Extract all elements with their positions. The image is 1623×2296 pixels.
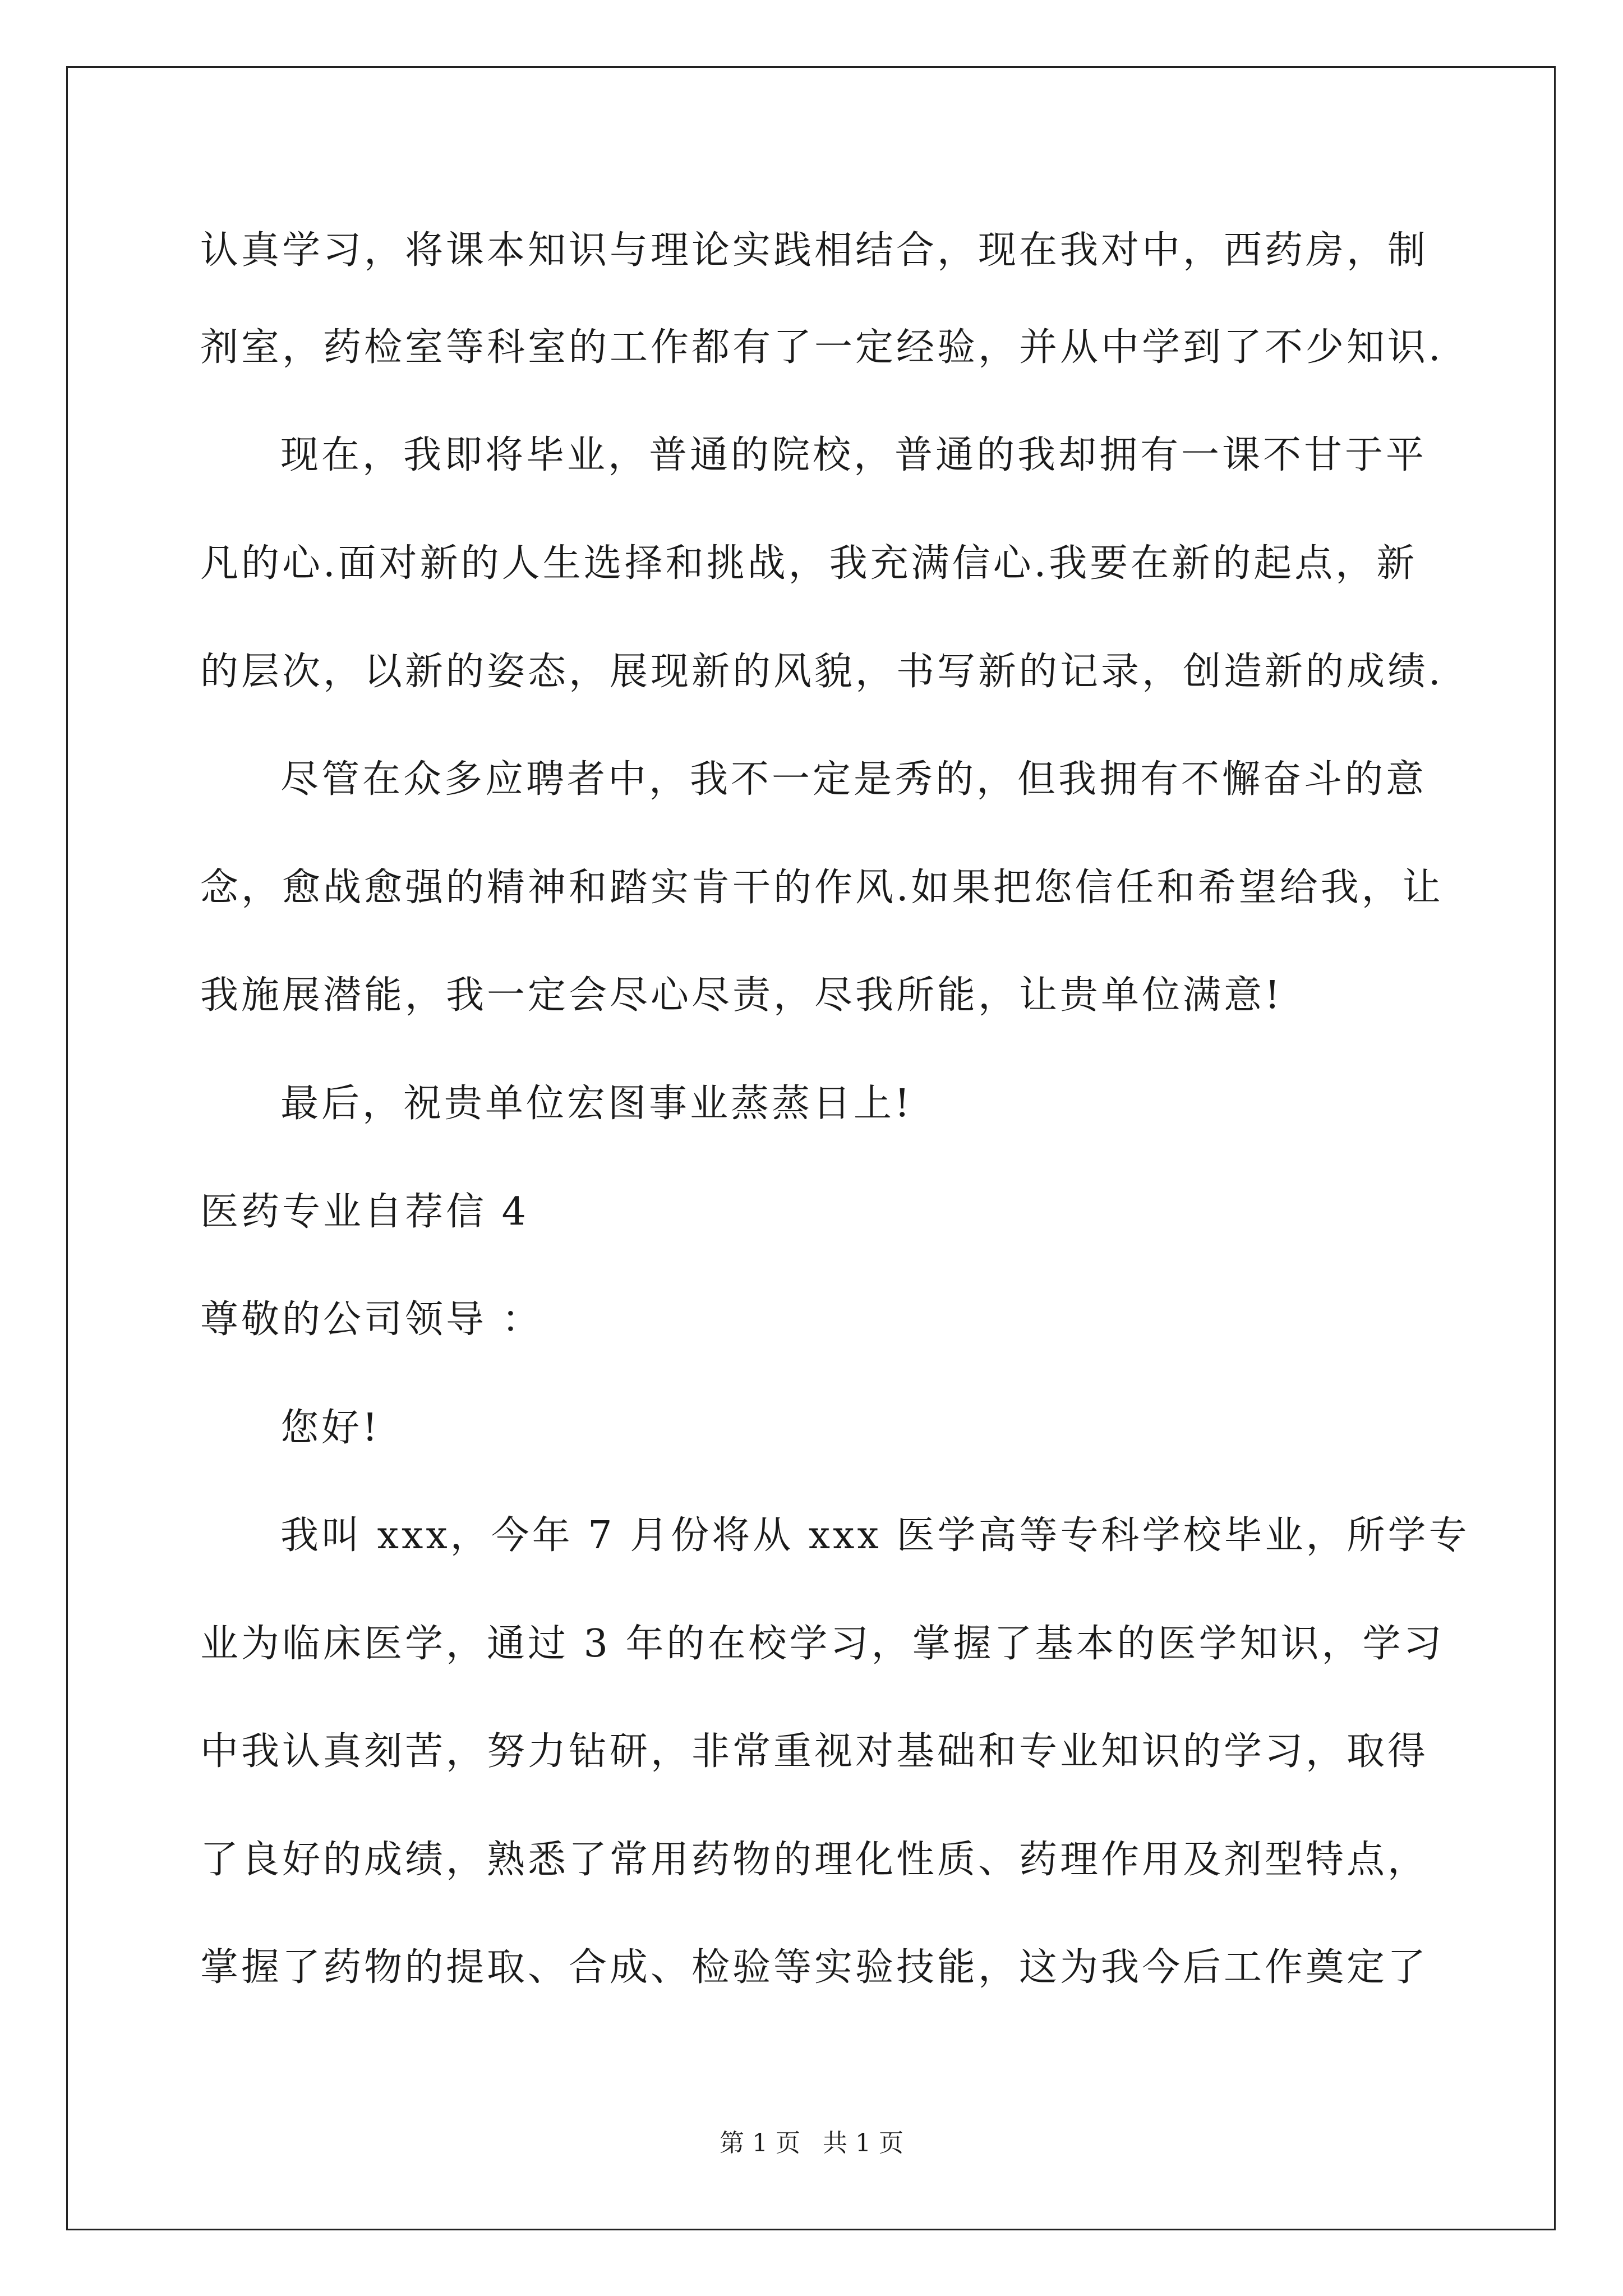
text-line: 剂室，药检室等科室的工作都有了一定经验，并从中学到了不少知识. <box>200 325 1444 370</box>
text-line: 的层次，以新的姿态，展现新的风貌，书写新的记录，创造新的成绩. <box>200 650 1444 694</box>
salutation: 尊敬的公司领导 ： <box>200 1297 543 1342</box>
text-line: 凡的心.面对新的人生选择和挑战，我充满信心.我要在新的起点，新 <box>200 541 1418 586</box>
section-title: 医药专业自荐信 4 <box>200 1190 529 1234</box>
paragraph-start-line: 我叫 xxx，今年 7 月份将从 xxx 医学高等专科学校毕业，所学专 <box>280 1513 1470 1558</box>
paragraph-start-line: 尽管在众多应聘者中，我不一定是秀的，但我拥有不懈奋斗的意 <box>280 757 1427 802</box>
text-line: 中我认真刻苦，努力钻研，非常重视对基础和专业知识的学习，取得 <box>200 1729 1429 1774</box>
greeting: 您好! <box>280 1406 381 1450</box>
page-footer <box>0 2129 1623 2158</box>
page-number: 第 1 页 <box>720 2129 800 2157</box>
text-line: 业为临床医学，通过 3 年的在校学习，掌握了基本的医学知识，学习 <box>200 1622 1445 1666</box>
text-line: 掌握了药物的提取、合成、检验等实验技能，这为我今后工作奠定了 <box>200 1945 1429 1990</box>
paragraph-start-line: 最后，祝贵单位宏图事业蒸蒸日上! <box>280 1082 913 1126</box>
text-line: 念，愈战愈强的精神和踏实肯干的作风.如果把您信任和希望给我，让 <box>200 866 1444 910</box>
text-line: 了良好的成绩，熟悉了常用药物的理化性质、药理作用及剂型特点， <box>200 1838 1429 1882</box>
text-line: 认真学习，将课本知识与理论实践相结合，现在我对中，西药房，制 <box>200 228 1429 273</box>
text-line: 我施展潜能，我一定会尽心尽责，尽我所能，让贵单位满意! <box>200 973 1283 1018</box>
page-total: 共 1 页 <box>823 2129 903 2157</box>
paragraph-start-line: 现在，我即将毕业，普通的院校，普通的我却拥有一课不甘于平 <box>280 433 1427 477</box>
page-border <box>66 66 1556 2230</box>
